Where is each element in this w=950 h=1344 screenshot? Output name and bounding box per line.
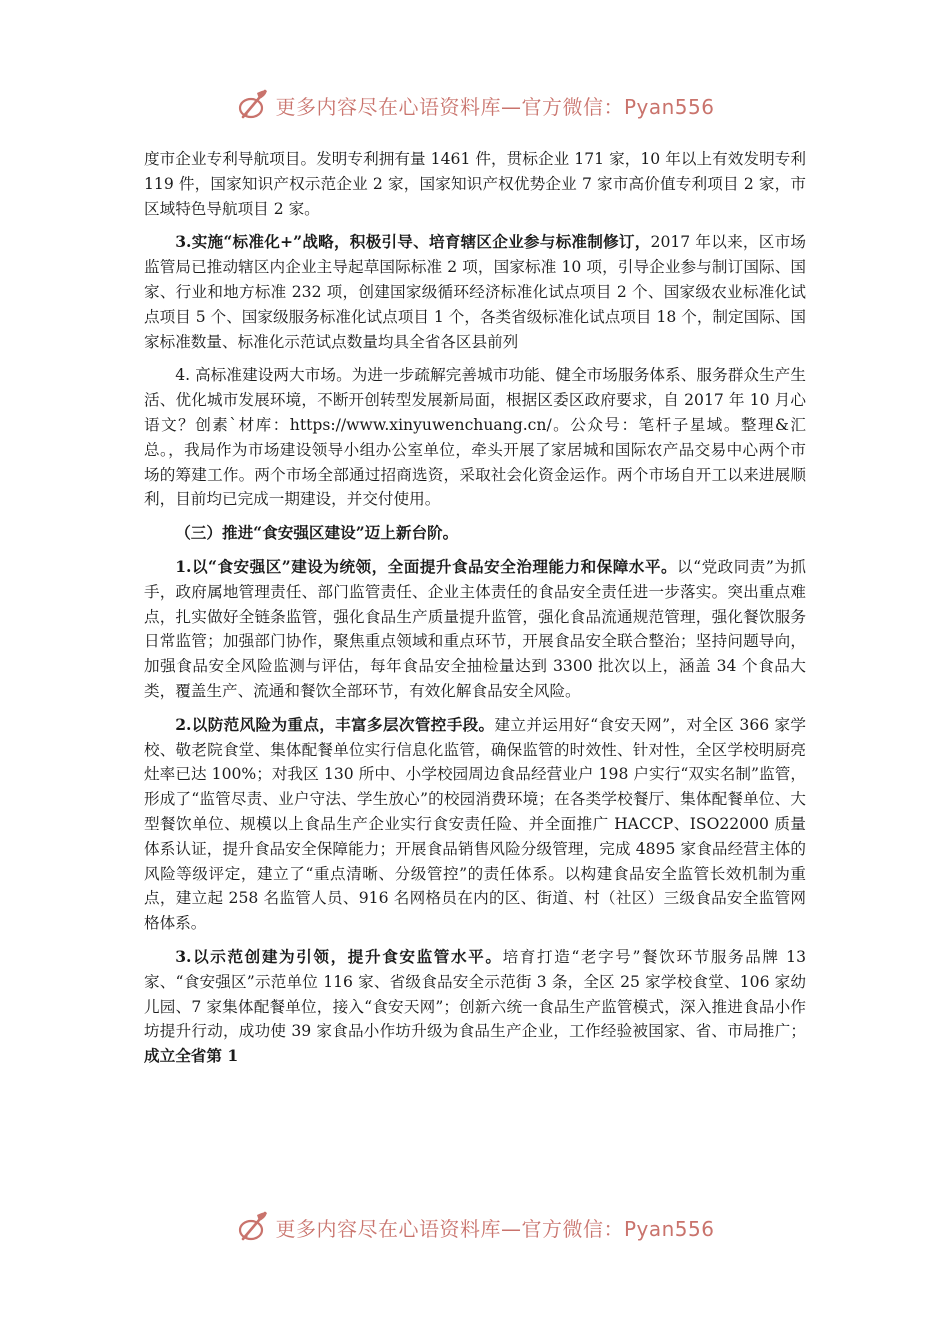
quill-pen-logo-icon <box>235 87 271 123</box>
paragraph-body: 培育打造“老字号”餐饮环节服务品牌 13 家、“食安强区”示范单位 116 家、省级食品安全示范街 3 条，全区 25 家学校食堂、106 家幼儿园、7 家集体配餐单位，接入“食安天网”；创新六统一食品生产监管模式，深入推进食品小作坊提升行动，成功使 39 家食品小作坊升级为食品生产企业，工作经验被国家、省、市局推广； <box>144 947 807 1041</box>
header-watermark <box>0 85 950 125</box>
watermark-text: 更多内容尽在心语资料库—官方微信：Pyan556 <box>275 1216 715 1241</box>
paragraph-4 <box>144 555 806 704</box>
quill-pen-logo-icon <box>235 1209 271 1245</box>
paragraph-body: 4. 高标准建设两大市场。为进一步疏解完善城市功能、健全市场服务体系、服务群众生产生活、优化城市发展环境，不断开创转型发展新局面，根据区委区政府要求，自 2017 年 10 月心语文？创素`材库：https://www.xinyuwenchuang.cn/。公众号：笔杆子星域。整理&汇总。，我局作为市场建设领导小组办公室单位，牵头开展了家居城和国际农产品交易中心两个市场的筹建工作。两个市场全部通过招商选资，采取社会化资金运作。两个市场自开工以来进展顺利，目前均已完成一期建设，并交付使用。 <box>144 366 806 509</box>
paragraph-6 <box>144 945 806 1069</box>
paragraph-5 <box>144 713 806 936</box>
footer-watermark <box>0 1207 950 1247</box>
paragraph-lead: 3.实施“标准化+”战略，积极引导、培育辖区企业参与标准制修订， <box>175 232 651 252</box>
paragraph-tail: 成立全省第 1 <box>144 1046 239 1066</box>
section-heading: （三）推进“食安强区建设”迈上新台阶。 <box>175 523 459 543</box>
paragraph-1 <box>144 147 806 221</box>
paragraph-2 <box>144 230 806 354</box>
paragraph-lead: 2.以防范风险为重点，丰富多层次管控手段。 <box>175 714 495 734</box>
paragraph-3 <box>144 363 806 512</box>
paragraph-body: 以“党政同责”为抓手，政府属地管理责任、部门监管责任、企业主体责任的食品安全责任进一步落实。突出重点难点，扎实做好全链条监管，强化食品生产质量提升监管，强化食品流通规范管理，强化餐饮服务日常监管；加强部门协作，聚焦重点领域和重点环节，开展食品安全联合整治；坚持问题导向，加强食品安全风险监测与评估，每年食品安全抽检量达到 3300 批次以上，涵盖 34 个食品大类，覆盖生产、流通和餐饮全部环节，有效化解食品安全风险。 <box>144 557 807 700</box>
paragraph-body: 度市企业专利导航项目。发明专利拥有量 1461 件，贯标企业 171 家，10 年以上有效发明专利 119 件，国家知识产权示范企业 2 家，国家知识产权优势企业 7 家市高价值专利项目 2 家，市区域特色导航项目 2 家。 <box>144 150 806 218</box>
watermark-text: 更多内容尽在心语资料库—官方微信：Pyan556 <box>275 94 715 119</box>
paragraph-lead: 3.以示范创建为引领，提升食安监管水平。 <box>175 946 503 966</box>
document-body <box>144 147 806 1069</box>
paragraph-body: 2017 年以来，区市场监管局已推动辖区内企业主导起草国际标准 2 项，国家标准 10 项，引导企业参与制订国际、国家、行业和地方标准 232 项，创建国家级循环经济标准化试点项目 2 个、国家级农业标准化试点项目 5 个、国家级服务标准化试点项目 1 个，各类省级标准化试点项目 18 个，制定国际、国家标准数量、标准化示范试点数量均具全省各区县前列 <box>144 233 806 351</box>
paragraph-lead: 1.以“食安强区”建设为统领，全面提升食品安全治理能力和保障水平。 <box>175 556 678 576</box>
paragraph-body: 建立并运用好“食安天网”，对全区 366 家学校、敬老院食堂、集体配餐单位实行信息化监管，确保监管的时效性、针对性，全区学校明厨亮灶率已达 100%；对我区 130 所中、小学校园周边食品经营业户 198 户实行“双实名制”监管，形成了“监管尽责、业户守法、学生放心”的校园消费环境；在各类学校餐厅、集体配餐单位、大型餐饮单位、规模以上食品生产企业实行食安责任险、并全面推广 HACCP、ISO22000 质量体系认证，提升食品安全保障能力；开展食品销售风险分级管理，完成 4895 家食品经营主体的风险等级评定，建立了“重点清晰、分级管控”的责任体系。以构建食品安全监管长效机制为重点，建立起 258 名监管人员、916 名网格员在内的区、街道、村（社区）三级食品安全监管网格体系。 <box>144 715 807 933</box>
